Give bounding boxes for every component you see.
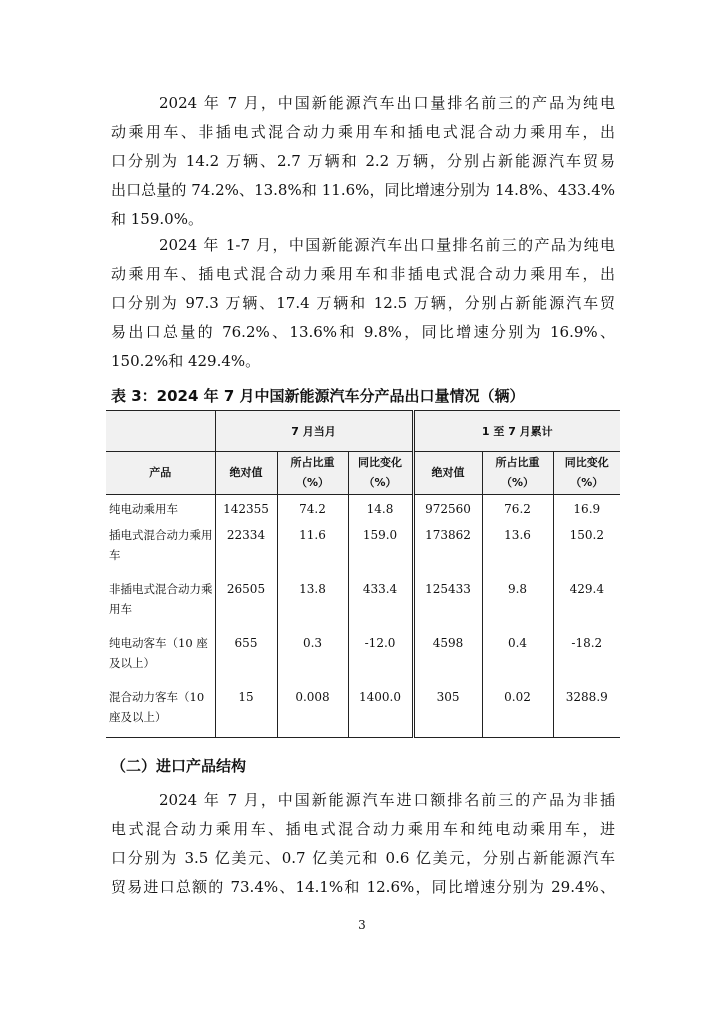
cell-cumulative-yoy: 429.4 <box>553 575 620 629</box>
cell-cumulative-absolute: 972560 <box>413 495 482 522</box>
cell-product: 插电式混合动力乘用车 <box>109 528 213 562</box>
column-header-share-label: 所占比重 <box>495 456 540 469</box>
column-header-share-unit: （%） <box>295 476 330 489</box>
cell-month-absolute: 26505 <box>215 575 277 629</box>
table-caption: 表 3：2024 年 7 月中国新能源汽车分产品出口量情况（辆） <box>111 387 525 405</box>
cell-cumulative-share: 0.02 <box>482 683 553 738</box>
cell-month-yoy: -12.0 <box>348 629 413 683</box>
cell-cumulative-share: 9.8 <box>482 575 553 629</box>
cell-product: 纯电动客车（10 座及以上） <box>109 636 208 670</box>
paragraph-line: 口分别为 97.3 万辆、17.4 万辆和 12.5 万辆，分别占新能源汽车贸 <box>111 294 615 312</box>
export-by-product-table <box>106 410 620 738</box>
header-blank-cell <box>106 411 215 452</box>
column-header-yoy-unit: （%） <box>570 476 604 489</box>
paragraph-line: 2024 年 1-7 月，中国新能源汽车出口量排名前三的产品为纯电 <box>159 236 615 254</box>
cell-month-share: 13.8 <box>277 575 348 629</box>
table-row <box>106 521 620 575</box>
group-header-cumulative: 1 至 7 月累计 <box>413 411 620 452</box>
paragraph-line: 和 159.0%。 <box>111 210 203 228</box>
cell-month-absolute: 15 <box>215 683 277 738</box>
table-row <box>106 495 620 522</box>
cell-month-share: 0.008 <box>277 683 348 738</box>
paragraph-july-import-ranking <box>111 786 615 902</box>
paragraph-line: 电式混合动力乘用车、插电式混合动力乘用车和纯电动乘用车，进 <box>111 820 615 838</box>
column-header-absolute: 绝对值 <box>215 452 277 495</box>
paragraph-line: 动乘用车、非插电式混合动力乘用车和插电式混合动力乘用车，出 <box>111 123 615 141</box>
paragraph-line: 2024 年 7 月，中国新能源汽车出口量排名前三的产品为纯电 <box>159 94 615 112</box>
group-header-july: 7 月当月 <box>215 411 413 452</box>
paragraph-july-export-ranking <box>111 89 615 234</box>
cell-month-share: 74.2 <box>277 495 348 522</box>
cell-month-absolute: 655 <box>215 629 277 683</box>
cell-month-yoy: 433.4 <box>348 575 413 629</box>
cell-cumulative-yoy: 16.9 <box>553 495 620 522</box>
column-header-share-cumulative <box>482 452 553 495</box>
paragraph-line: 易出口总量的 76.2%、13.6%和 9.8%，同比增速分别为 16.9%、 <box>111 323 615 341</box>
cell-cumulative-share: 13.6 <box>482 521 553 575</box>
column-header-yoy-unit: （%） <box>363 476 397 489</box>
cell-month-share: 0.3 <box>277 629 348 683</box>
cell-product: 非插电式混合动力乘用车 <box>109 582 213 616</box>
cell-month-yoy: 14.8 <box>348 495 413 522</box>
section-heading-import-structure: （二）进口产品结构 <box>111 757 247 775</box>
column-header-yoy-label: 同比变化 <box>564 456 609 469</box>
cell-cumulative-absolute: 173862 <box>413 521 482 575</box>
column-header-absolute-cumulative: 绝对值 <box>413 452 482 495</box>
cell-month-yoy: 159.0 <box>348 521 413 575</box>
column-header-share-label: 所占比重 <box>290 456 335 469</box>
column-header-product: 产品 <box>106 452 215 495</box>
cell-cumulative-share: 0.4 <box>482 629 553 683</box>
cell-cumulative-yoy: 150.2 <box>553 521 620 575</box>
paragraph-line: 动乘用车、插电式混合动力乘用车和非插电式混合动力乘用车，出 <box>111 265 615 283</box>
cell-month-absolute: 142355 <box>215 495 277 522</box>
cell-cumulative-absolute: 305 <box>413 683 482 738</box>
cell-cumulative-absolute: 125433 <box>413 575 482 629</box>
cell-product: 纯电动乘用车 <box>109 502 178 516</box>
cell-month-absolute: 22334 <box>215 521 277 575</box>
paragraph-jan-jul-export-ranking <box>111 231 615 376</box>
paragraph-line: 2024 年 7 月，中国新能源汽车进口额排名前三的产品为非插 <box>159 791 615 809</box>
cell-cumulative-yoy: -18.2 <box>553 629 620 683</box>
paragraph-line: 口分别为 3.5 亿美元、0.7 亿美元和 0.6 亿美元，分别占新能源汽车 <box>111 849 615 867</box>
column-header-yoy <box>348 452 413 495</box>
cell-cumulative-share: 76.2 <box>482 495 553 522</box>
table-row <box>106 629 620 683</box>
table-row <box>106 575 620 629</box>
column-header-share-unit: （%） <box>501 476 535 489</box>
paragraph-line: 口分别为 14.2 万辆、2.7 万辆和 2.2 万辆，分别占新能源汽车贸易 <box>111 152 615 170</box>
table-row <box>106 683 620 738</box>
cell-cumulative-yoy: 3288.9 <box>553 683 620 738</box>
paragraph-line: 出口总量的 74.2%、13.8%和 11.6%，同比增速分别为 14.8%、433.4% <box>111 181 615 199</box>
column-header-yoy-cumulative <box>553 452 620 495</box>
column-header-yoy-label: 同比变化 <box>358 456 403 469</box>
cell-month-share: 11.6 <box>277 521 348 575</box>
paragraph-line: 贸易进口总额的 73.4%、14.1%和 12.6%，同比增速分别为 29.4%、 <box>111 878 615 896</box>
paragraph-line: 150.2%和 429.4%。 <box>111 352 261 370</box>
page-number: 3 <box>358 918 366 932</box>
cell-month-yoy: 1400.0 <box>348 683 413 738</box>
cell-product: 混合动力客车（10 座及以上） <box>106 683 215 738</box>
cell-cumulative-absolute: 4598 <box>413 629 482 683</box>
column-header-share <box>277 452 348 495</box>
